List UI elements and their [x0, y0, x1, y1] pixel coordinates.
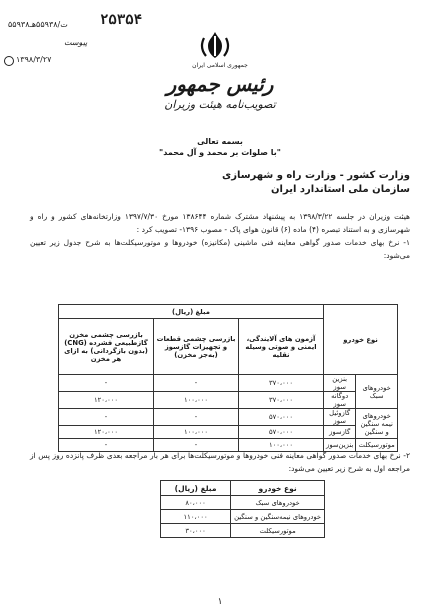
header-amount-group: مبلغ (ریال) [59, 305, 324, 319]
letter-number: ۵۵۹۳۸ت/۵۵۹۳۸هـ [8, 20, 68, 29]
emblem-icon [198, 30, 232, 60]
row-fuel: بنزین سوز [324, 375, 356, 392]
row-cng-fee: - [59, 439, 154, 452]
row-gas-parts-fee: ۱۰۰،۰۰۰ [154, 426, 239, 439]
row-group: موتورسیکلت [356, 439, 398, 452]
row-emission-fee: ۱۰۰،۰۰۰ [239, 439, 324, 452]
row-gas-parts-fee: - [154, 409, 239, 426]
row-emission-fee: ۵۷۰،۰۰۰ [239, 409, 324, 426]
row-fuel: بنزین‌سوز [324, 439, 356, 452]
table-row [59, 392, 398, 409]
reinspection-fee-table [160, 480, 325, 538]
row-fuel: گازوئیل سوز [324, 409, 356, 426]
letterhead-title: رئیس جمهور [166, 72, 274, 96]
header-vehicle-type: نوع خودرو [324, 305, 398, 375]
table-row [59, 409, 398, 426]
table-row [59, 426, 398, 439]
recipients-line-1: وزارت کشور - وزارت راه و شهرسازی [222, 170, 410, 181]
circle-mark-icon [4, 56, 14, 66]
row-cng-fee: ۱۲۰،۰۰۰ [59, 392, 154, 409]
salawat: "با صلوات بر محمد و آل محمد" [159, 148, 281, 157]
letterhead-subtitle: تصویب‌نامه هیئت وزیران [164, 98, 276, 111]
row-fuel: دوگانه سوز [324, 392, 356, 409]
basmala: بسمه تعالی [197, 137, 243, 146]
row-gas-parts-fee: ۱۰۰،۰۰۰ [154, 392, 239, 409]
table-row [59, 375, 398, 392]
clause-1: ۱- نرخ بهای خدمات صدور گواهی معاینه فنی ماشینی (مکانیزه) خودروها و موتورسیکلت‌ها به شرح جدول زیر تعیین می‌شود: [30, 238, 410, 260]
attachment-label: پیوست [64, 38, 88, 47]
row-amount: ۱۱۰،۰۰۰ [161, 510, 231, 524]
row-vehicle: خودروهای نیمه‌سنگین و سنگین [231, 510, 325, 524]
header-gas-parts: بازرسی چشمی قطعات و تجهیزات گازسوز (به‌جز مخزن) [154, 319, 239, 375]
row-emission-fee: ۳۷۰،۰۰۰ [239, 392, 324, 409]
row-amount: ۸۰،۰۰۰ [161, 496, 231, 510]
inspection-fee-table [58, 304, 398, 452]
row-gas-parts-fee: - [154, 375, 239, 392]
row-vehicle: موتورسیکلت [231, 524, 325, 538]
header-vehicle-type: نوع خودرو [231, 481, 325, 496]
republic-label: جمهوری اسلامی ایران [192, 62, 248, 69]
decree-intro: هیئت وزیران در جلسه ۱۳۹۸/۳/۲۲ به پیشنهاد مشترک شماره ۱۳۸۶۴۴ مورخ ۱۳۹۷/۷/۳۰ وزارتخانه‌های کشور و راه و شهرسازی و به استناد تبصره (۴) ماده (۶) قانون هوای پاک - مصوب ۱۳۹۶- تصویب کرد : [30, 212, 410, 234]
header-emission-test: آزمون های آلایندگی، ایمنی و صوتی وسیله نقلیه [239, 319, 324, 375]
row-group: خودروهای نیمه سنگین و سنگین [356, 409, 398, 439]
table-row [161, 524, 325, 538]
row-group: خودروهای سبک [356, 375, 398, 409]
table-row [161, 496, 325, 510]
row-emission-fee: ۵۷۰،۰۰۰ [239, 426, 324, 439]
clause-2: ۲- نرخ بهای خدمات صدور گواهی معاینه فنی خودروها و موتورسیکلت‌ها برای هر بار مراجعه بعدی ظرف پانزده روز پس از مراجعه اول به شرح زیر تعیین می‌شود: [30, 451, 410, 473]
row-cng-fee: - [59, 409, 154, 426]
row-vehicle: خودروهای سبک [231, 496, 325, 510]
row-cng-fee: - [59, 375, 154, 392]
row-fuel: گازسوز [324, 426, 356, 439]
letter-date: ۱۳۹۸/۳/۲۷ [16, 55, 52, 64]
row-amount: ۳۰،۰۰۰ [161, 524, 231, 538]
table-row [161, 510, 325, 524]
registration-number: ۲۵۳۵۴ [100, 12, 143, 28]
header-amount: مبلغ (ریال) [161, 481, 231, 496]
page-number: ۱ [217, 597, 223, 607]
row-gas-parts-fee: - [154, 439, 239, 452]
header-cng-tank: بازرسی چشمی مخزن گازطبیعی فشرده (CNG) (بدون بازگردانی) به ازای هر مخزن [59, 319, 154, 375]
recipients-line-2: سازمان ملی استاندارد ایران [271, 184, 410, 195]
row-emission-fee: ۳۷۰،۰۰۰ [239, 375, 324, 392]
decree-paragraph [30, 210, 410, 262]
row-cng-fee: ۱۲۰،۰۰۰ [59, 426, 154, 439]
